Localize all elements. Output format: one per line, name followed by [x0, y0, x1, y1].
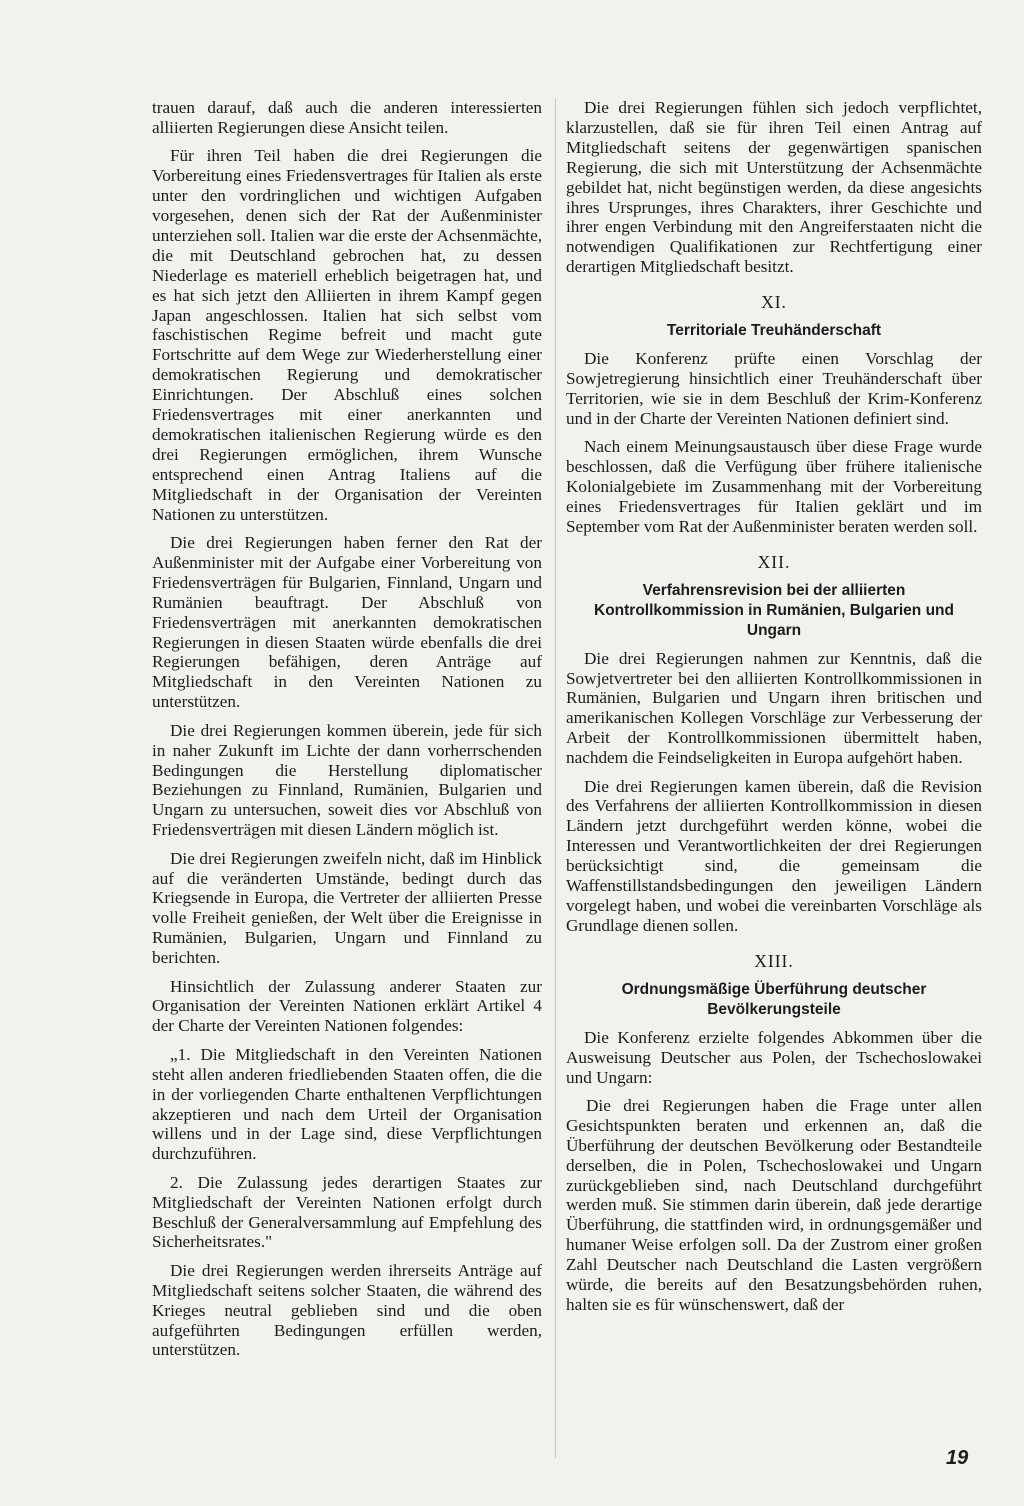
paragraph: Hinsichtlich der Zulassung anderer Staaten zur Organisation der Vereinten Nationen erklärt Artikel 4 der Charte der Vereinten Nationen folgendes: — [152, 976, 542, 1036]
paragraph: Die drei Regierungen nahmen zur Kenntnis, daß die Sowjetvertreter bei den alliierten Kontrollkommissionen in Rumänien, Bulgarien und Ungarn ihren britischen und amerikanischen Kollegen Vorschläge zur Verbesserung der Arbeit der Kontrollkommissionen übermittelt haben, nachdem die Feindseligkeiten in Europa aufgehört haben. — [566, 648, 982, 768]
section-number: XII. — [757, 551, 791, 572]
paragraph: Die Konferenz prüfte einen Vorschlag der Sowjetregierung hinsichtlich einer Treuhänderschaft über Territorien, wie sie in dem Beschluß der Krim-Konferenz und in der Charte der Vereinten Nationen definiert sind. — [566, 349, 982, 428]
section-title: Verfahrensrevision bei der alliierten Kontrollkommission in Rumänien, Bulgarien und Ungarn — [594, 581, 954, 639]
section-number: XIII. — [754, 950, 794, 971]
paragraph: Die drei Regierungen kamen überein, daß die Revision des Verfahrens der alliierten Kontrollkommission in diesen Ländern jetzt durchgeführt werden könne, wobei die Interessen und Verantwortlichkeiten der drei Regierungen berücksichtigt sind, die gemeinsam die Waffenstillstandsbedingungen den jeweiligen Ländern vorgelegt haben, und wobei die vereinbarten Vorschläge als Grundlage dienen sollen. — [566, 776, 982, 935]
paragraph: Die drei Regierungen fühlen sich jedoch verpflichtet, klarzustellen, daß sie für ihren Teil einen Antrag auf Mitgliedschaft seitens der gegenwärtigen spanischen Regierung, die sich mit Unterstützung der Achsenmächte gebildet hat, nicht begünstigen werden, da diese angesichts ihres Ursprunges, ihres Charakters, ihrer Geschichte und ihrer engen Verbindung mit den Angreiferstaaten nicht die notwendigen Qualifikationen zur Rechtfertigung einer derartigen Mitgliedschaft besitzt. — [566, 98, 982, 277]
column-divider — [555, 98, 556, 1458]
paragraph: Die drei Regierungen zweifeln nicht, daß im Hinblick auf die veränderten Umstände, bedingt durch das Kriegsende in Europa, die Vertreter der alliierten Presse volle Freiheit genießen, der Welt über die Ereignisse in Rumänien, Bulgarien, Ungarn und Finnland zu berichten. — [152, 848, 542, 968]
paragraph: Die drei Regierungen kommen überein, jede für sich in naher Zukunft im Lichte der dann vorherrschenden Bedingungen die Herstellung diplomatischer Beziehungen zu Finnland, Rumänien, Bulgarien und Ungarn zu untersuchen, soweit dies vor Abschluß von Friedensverträgen mit diesen Ländern möglich ist. — [152, 720, 542, 840]
paragraph: trauen darauf, daß auch die anderen interessierten alliierten Regierungen diese Ansicht teilen. — [152, 98, 542, 137]
paragraph: Für ihren Teil haben die drei Regierungen die Vorbereitung eines Friedensvertrages für Italien als erste unter den vordringlichen und wichtigen Aufgaben vorgesehen, denen sich der Rat der Außenminister unterziehen soll. Italien war die erste der Achsenmächte, die mit Deutschland gebrochen hat, zu dessen Niederlage es materiell erheblich beigetragen hat, und es hat sich jetzt den Alliierten in ihrem Kampf gegen Japan angeschlossen. Italien hat sich selbst vom faschistischen Regime befreit und macht gute Fortschritte auf dem Wege zur Wiederherstellung einer demokratischen Regierung und demokratischer Einrichtungen. Der Abschluß eines solchen Friedensvertrages mit einer anerkannten und demokratischen italienischen Regierung würde es den drei Regierungen ermöglichen, ihrem Wunsche entsprechend einen Antrag Italiens auf die Mitgliedschaft in der Organisation der Vereinten Nationen zu unterstützen. — [152, 146, 542, 524]
right-column — [566, 98, 982, 1323]
quoted-article-paragraph: 2. Die Zulassung jedes derartigen Staates zur Mitgliedschaft der Vereinten Nationen erfolgt durch Beschluß der Generalversammlung auf Empfehlung des Sicherheitsrates." — [152, 1172, 542, 1252]
left-column — [152, 98, 542, 1369]
section-title: Ordnungsmäßige Überführung deutscher Bevölkerungsteile — [621, 980, 927, 1018]
paragraph: Die drei Regierungen werden ihrerseits Anträge auf Mitgliedschaft seitens solcher Staaten, die während des Krieges neutral geblieben sind und die oben aufgeführten Bedingungen erfüllen werden, unterstützen. — [152, 1260, 542, 1360]
quoted-article-paragraph: „1. Die Mitgliedschaft in den Vereinten Nationen steht allen anderen friedliebenden Staaten offen, die die in der vorliegenden Charte enthaltenen Verpflichtungen akzeptieren und nach dem Urteil der Organisation willens und in der Lage sind, diese Verpflichtungen durchzuführen. — [152, 1044, 542, 1164]
paragraph: Die drei Regierungen haben ferner den Rat der Außenminister mit der Aufgabe einer Vorbereitung von Friedensverträgen für Bulgarien, Finnland, Ungarn und Rumänien beauftragt. Der Abschluß von Friedensverträgen mit anerkannten demokratischen Regierungen in diesen Staaten würde ebenfalls die drei Regierungen befähigen, deren Anträge auf Mitgliedschaft in den Vereinten Nationen zu unterstützen. — [152, 533, 542, 712]
section-number: XI. — [761, 292, 787, 313]
agreement-block — [566, 1096, 982, 1315]
section-title: Territoriale Treuhänderschaft — [666, 322, 882, 340]
paragraph: Die drei Regierungen haben die Frage unter allen Gesichtspunkten beraten und erkennen an, daß die Überführung der deutschen Bevölkerung oder Bestandteile derselben, die in Polen, Tschechoslowakei und Ungarn zurückgeblieben sind, nach Deutschland durchgeführt werden muß. Sie stimmen darin überein, daß jede derartige Überführung, die stattfinden wird, in ordnungsgemäßer und humaner Weise erfolgen soll. Da der Zustrom einer großen Zahl Deutscher nach Deutschland die Lasten vergrößern würde, die bereits auf den Besatzungsbehörden ruhen, halten sie es für wünschenswert, daß der — [566, 1095, 982, 1314]
paragraph: Nach einem Meinungsaustausch über diese Frage wurde beschlossen, daß die Verfügung über frühere italienische Kolonialgebiete im Zusammenhang mit der Vorbereitung eines Friedensvertrages für Italien geklärt und im September vom Rat der Außenminister beraten werden soll. — [566, 437, 982, 536]
paragraph: Die Konferenz erzielte folgendes Abkommen über die Ausweisung Deutscher aus Polen, der Tschechoslowakei und Ungarn: — [566, 1027, 982, 1087]
page-number: 19 — [946, 1447, 969, 1469]
